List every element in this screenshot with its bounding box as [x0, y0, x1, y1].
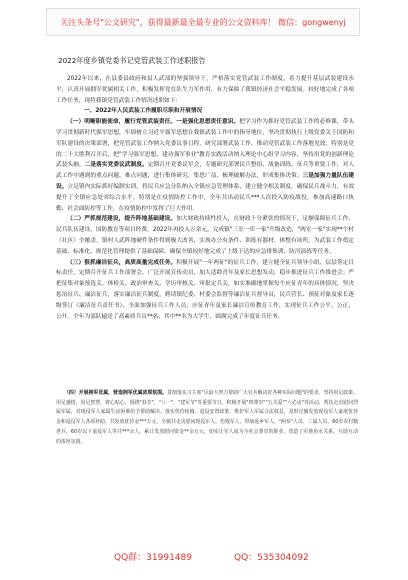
section1-item2 — [56, 214, 354, 257]
item4-text: 贯彻落实习主席"尽最大努力帮助广大官兵解决好各种实际问题"的要求，坚持用足政策、用足感情、用足智慧，将心贴心、围绕"春节"、"八一"、"建军节"等重要节日，积极开展"四尊崇""五关爱""六必访"等活动，帮扶走访慰问烈属军属，对现役军人家属生活困难给予帮助解决。落实优待抚恤、退役安置政策，维护军人军属合法权益，及时足额发放现役军人家庭优待金和退役军人各项补助，共发放优待金***万元，全镇共走访慰问现役军人、伤残军人、带病返乡军人、"两参"人员、三属人员、60岁农村籍老兵、60岁以下退役军人等共***余人，累计发放慰问资金**余万元，切实让军人成为全社会尊崇的职业，营造了军地鱼水关系、互助互动的浓厚氛围。 — [56, 390, 358, 445]
qq-group-label: QQ群：31991489 — [114, 553, 192, 563]
promo-banner-text: 关注头条号"公文研究"，获得最新最全最专业的公文资料库！ 微信：gongwenyj — [60, 17, 346, 27]
item2-text: 加大财政持续性投入，在财政十分紧张的情况下，足额保障征兵工作、民兵队伍建设、国防教育等项目经费。2022年再投入万余元，完成镇"三室一库一家"升级改造，"两室一家"实现**个村（社区）全覆盖，镇村人武阵地硬件条件得到极大改善，实现办公有条件、训练有器材、体整有场所，为武装工作奠定基础、标准化、规范化管理提供了基础保障。确保全镇较好地完成了上级下达的应急排集训、防汛演练等任务。 — [56, 216, 355, 255]
section1-item3 — [56, 258, 354, 323]
item1-lead: 一是强化思想责任意识。 — [176, 119, 240, 126]
item1-text-b: 定期召开党委议军会，专题研究部署民兵整组、战备训练、征兵等重要工作，对人武工作中遇到的重点问题、难点问题，进行集体研究，集思广益，梳理破解办法，形成集体决策； — [56, 162, 355, 180]
intro-paragraph: 2022年以来，在县委县政府和县人武部的坚强领导下，严格落实党管武装工作制度，着力提升基层武装建设水平，认真开展拥军优属相关工作，积极发挥党在队生力军作用，有力保障了我镇经济社会平稳发展。较好地完成了各项工作任务，现将我镇党管武装工作情况述职如下： — [56, 76, 354, 104]
item1-text-a: 把学习作为抓好党管武装工作的必修课，带头学习贯彻新时代强军思想，牢固树立习近平强军思想在我镇武装工作中的指导地位，坚决贯彻执行上级党委关于国防和军队建设的决策部署，把党管武装工作纳入党委议事日程，研究部署武装工作，推动党管武装工作落地见效，特别是党的二十大胜利召开后，把"学习强军思想、建功强军事业"教育实践活动纳入理论中心组学习内容，坚持用党的创新理论武装头脑。 — [56, 119, 355, 169]
item2-title: （二）严抓规范建设，提升阵地基础建设。 — [67, 216, 177, 223]
promo-banner — [46, 8, 360, 36]
qq-label: QQ：535304092 — [233, 553, 309, 563]
item1-text-c: 立足镇内实际抓好编制实训，将民兵应急分队纳入全镇应急管理体系，建立健全相关制度，确保民兵战斗力，有效提升了全镇应急处突综合水平。特别是在疫情防控工作中，全年共出动民兵***人次投入防疫战役，参加高速路口执勤、社会面防控等工作，在疫情防控中发挥了巨大作用。 — [56, 183, 355, 212]
contact-footer — [114, 550, 309, 563]
item3-title: （三）狠抓廉洁征兵，高质高量完成任务。 — [67, 259, 177, 266]
section1-heading: 一、2022年人民武装工作履职尽职和开展情况 — [84, 108, 203, 115]
section1-item4 — [56, 389, 358, 447]
section1-item1 — [56, 117, 354, 214]
item1-title: （一）明晰职能使命，履行党管武装责任。 — [67, 119, 177, 126]
section1-item4-block — [56, 389, 358, 524]
item3-text: 积极开展"一年两征"的征兵工作，建立健全征兵领导小组、层层签定目标责任，定期召开征兵工作部署会，广泛开展宣传动员，加大适龄青年及家长思想发动，稳步推进征兵工作推进会；严把征集对象预选关、体检关、政治审查关、学历审核关、审批定兵关，如实准确地掌握每个应征青年的具体情况，坚决惩治征兵、廉洁征兵，落实廉洁征兵制度，聘请镇纪委、村委会监督等廉洁征兵督导员，民兵营长、预征对象及家长逐级签订《廉洁征兵责任书》，全面加强征兵工作人员、应征青年及家长廉洁宣传教育工作，实现征兵工作公平、公正、公开。全年为部队输送了高素质兵员**名，其中**名为大学生，圆满完成了年度征兵任务。 — [56, 259, 354, 320]
document-body — [56, 74, 354, 322]
item4-title: （四）开展拥军优属，营造拥军优属浓厚氛围。 — [64, 390, 168, 396]
item1-lead3: 三是加强力量队伍建设。 — [56, 173, 355, 190]
document-title: 2022年度乡镇党委书记党管武装工作述职报告 — [58, 56, 206, 65]
item1-lead2: 二是落实党委议武制度。 — [84, 162, 148, 169]
